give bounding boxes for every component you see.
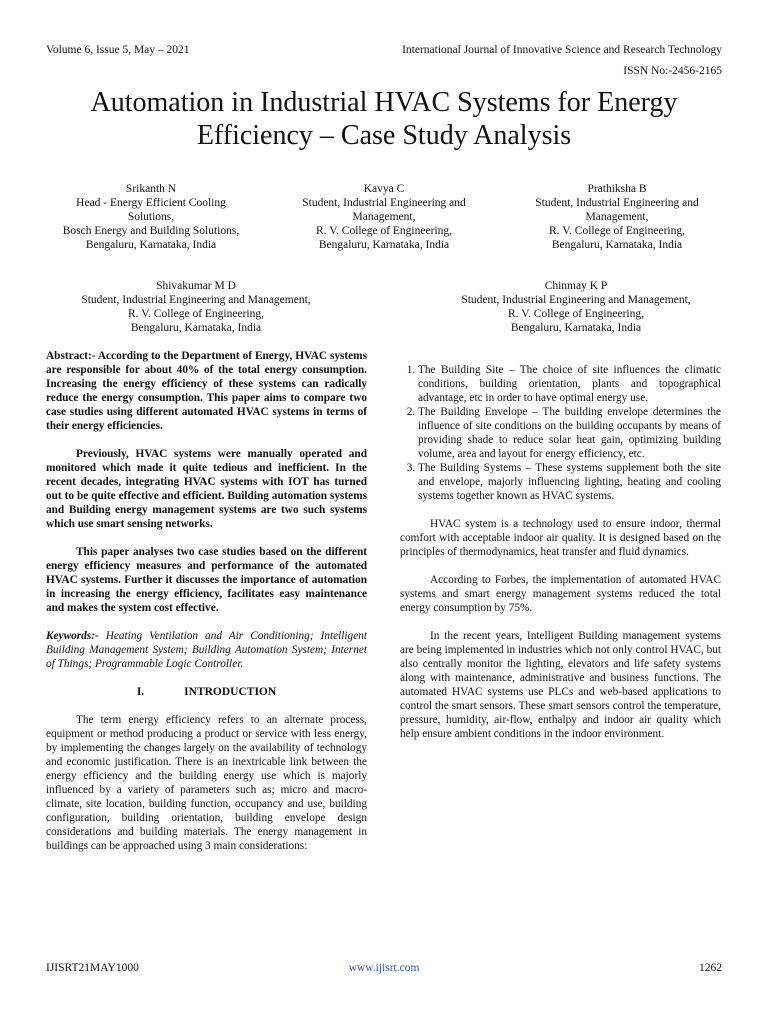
author-affiliation: Student, Industrial Engineering and Management,: [81, 294, 311, 306]
author-name: Kavya C: [363, 183, 405, 195]
list-item: 1. The Building Site – The choice of site influences the climatic conditions, building orientation, plants and topographical advantage, etc in order to have optimal energy use.: [418, 363, 721, 405]
introduction-paragraph: The term energy efficiency refers to an alternate process, equipment or method producing a product or service with less energy, by implementing the changes largely on the availability of technology and economic justification. There is an inextricable link between the energy efficiency and the building energy use which is majorly influenced by a variety of parameters such as; micro and macro-climate, site location, building function, occupancy and use, building configuration, building orientation, building envelope design considerations and building materials. The energy management in buildings can be approached using 3 main considerations:: [46, 714, 367, 852]
abstract-paragraph-1: Abstract:- According to the Department of Energy, HVAC systems are responsible for about 40% of the total energy consumption. Increasing the energy efficiency of these systems can radically reduce the energy consumption. This paper aims to compare two case studies using different automated HVAC systems in terms of their energy efficiencies.: [46, 350, 367, 432]
issn: ISSN No:-2456-2165: [623, 65, 722, 77]
author-affiliation: Management,: [585, 211, 649, 223]
body-paragraph: HVAC system is a technology used to ensure indoor, thermal comfort with acceptable indoor air quality. It is designed based on the principles of thermodynamics, heat transfer and fluid dynamics.: [400, 518, 721, 558]
paper-title: [40, 86, 728, 152]
author-chinmay: [426, 279, 726, 335]
author-affiliation: Bengaluru, Karnataka, India: [318, 239, 450, 251]
author-affiliation: R. V. College of Engineering,: [128, 308, 264, 320]
author-name: Chinmay K P: [544, 280, 608, 292]
keywords-text: Heating Ventilation and Air Conditioning; Intelligent Building Management System; Building Automation System; Internet of Things; Programmable Logic Controller.: [46, 630, 368, 670]
author-affiliation: Student, Industrial Engineering and Management,: [461, 294, 691, 306]
author-affiliation: Bengaluru, Karnataka, India: [551, 239, 683, 251]
abstract-paragraph-3: This paper analyses two case studies based on the different energy efficiency measures and performance of the automated HVAC systems. Further it discusses the importance of automation in increasing the energy efficiency, facilitates easy maintenance and makes the system cost effective.: [46, 546, 367, 614]
author-affiliation: Head - Energy Efficient Cooling: [76, 197, 226, 209]
considerations-list: [400, 363, 721, 503]
author-affiliation: Bengaluru, Karnataka, India: [510, 322, 642, 334]
author-srikanth: [46, 182, 256, 252]
author-affiliation: Management,: [352, 211, 416, 223]
volume-info: Volume 6, Issue 5, May – 2021: [46, 44, 190, 56]
author-affiliation: Solutions,: [127, 211, 175, 223]
author-kavya: [279, 182, 489, 252]
journal-name: International Journal of Innovative Science and Research Technology: [402, 44, 722, 56]
abstract-label: Abstract: [46, 350, 89, 362]
author-affiliation: R. V. College of Engineering,: [508, 308, 644, 320]
author-name: Prathiksha B: [587, 183, 647, 195]
author-affiliation: Bengaluru, Karnataka, India: [130, 322, 262, 334]
list-item: 3. The Building Systems – These systems supplement both the site and envelope, majorly influencing lighting, heating and cooling systems together known as HVAC systems.: [418, 461, 721, 503]
abstract-paragraph-2: Previously, HVAC systems were manually operated and monitored which made it quite tedious and inefficient. In the recent decades, integrating HVAC systems with IOT has turned out to be quite effective and efficient. Building automation systems and Building energy management systems are two such systems which use smart sensing networks.: [46, 448, 367, 530]
section-number: I.: [136, 686, 145, 698]
title-line-2: Efficiency – Case Study Analysis: [196, 120, 572, 151]
right-column: [400, 363, 721, 741]
body-paragraph: According to Forbes, the implementation of automated HVAC systems and smart energy management systems reduced the total energy consumption by 75%.: [400, 574, 721, 614]
author-affiliation: Bengaluru, Karnataka, India: [85, 239, 217, 251]
list-item: 2. The Building Envelope – The building envelope determines the influence of site conditions on the building occupants by means of providing shade to reduce solar heat gain, optimizing building volume, area and layout for energy efficiency, etc.: [418, 405, 721, 461]
title-line-1: Automation in Industrial HVAC Systems for Energy: [90, 87, 678, 118]
author-affiliation: R. V. College of Engineering,: [316, 225, 452, 237]
author-prathiksha: [512, 182, 722, 252]
journal-url-link[interactable]: www.ijisrt.com: [348, 962, 420, 974]
author-shivakumar: [46, 279, 346, 335]
paper-code: IJISRT21MAY1000: [46, 962, 139, 974]
author-affiliation: Student, Industrial Engineering and: [535, 197, 699, 209]
author-affiliation: Student, Industrial Engineering and: [302, 197, 466, 209]
left-column: [46, 349, 367, 853]
author-affiliation: Bosch Energy and Building Solutions,: [62, 225, 240, 237]
keywords-label: Keywords:-: [46, 630, 99, 642]
keywords: [46, 629, 367, 671]
section-heading-introduction: [46, 685, 367, 699]
author-affiliation: R. V. College of Engineering,: [549, 225, 685, 237]
body-paragraph: In the recent years, Intelligent Building management systems are being implemented in industries which not only control HVAC, but also centrally monitor the lighting, elevators and life safety systems along with maintenance, administrative and business functions. The automated HVAC systems use PLCs and web-based applications to control the smart sensors. These smart sensors control the temperature, pressure, humidity, air-flow, enthalpy and indoor air quality which help ensure ambient conditions in the indoor environment.: [400, 630, 721, 740]
author-name: Srikanth N: [125, 183, 177, 195]
section-title: INTRODUCTION: [184, 686, 277, 698]
page-number: 1262: [699, 962, 722, 974]
author-name: Shivakumar M D: [156, 280, 236, 292]
